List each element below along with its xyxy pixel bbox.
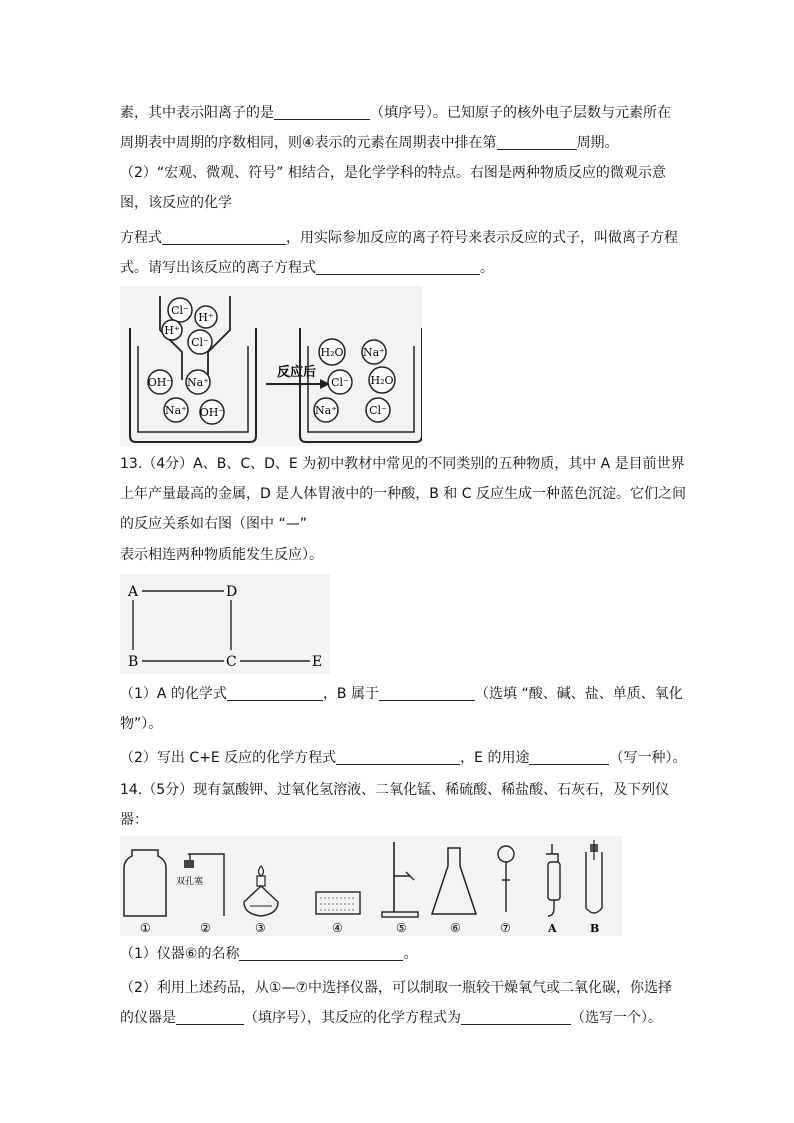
right-ion-1 xyxy=(319,339,345,365)
answer-blank[interactable] xyxy=(461,1009,571,1025)
q13-line-2: 上年产量最高的金属，D 是人体胃液中的一种酸，B 和 C 反应生成一种蓝色沉淀。它们之间 xyxy=(120,486,686,502)
q12-line-6: 式。请写出该反应的离子方程式 。 xyxy=(120,260,494,276)
funnel-ion-3 xyxy=(162,320,182,340)
q12-line-1: 素，其中表示阳离子的是 （填序号）。已知原子的核外电子层数与元素所在 xyxy=(120,105,671,121)
left-ion-1 xyxy=(148,370,173,394)
q13-sub-1-cont: 物”）。 xyxy=(120,716,163,732)
q12-line-5: 方程式 ，用实际参加反应的离子符号来表示反应的式子，叫做离子方程 xyxy=(120,230,678,246)
svg-text:Cl⁻: Cl⁻ xyxy=(369,404,387,417)
q13-line-1: 13.（4分）A、B、C、D、E 为初中教材中常见的不同类别的五种物质，其中 A 是目前世界 xyxy=(120,456,685,472)
q12-line-3: （2）“宏观、微观、符号” 相结合，是化学学科的特点。右图是两种物质反应的微观示意 xyxy=(120,165,666,181)
answer-blank[interactable] xyxy=(497,134,577,150)
right-ion-5 xyxy=(314,398,338,422)
svg-text:H₂O: H₂O xyxy=(320,346,344,359)
gas-jar-icon xyxy=(124,850,166,916)
q13-line-4: 表示相连两种物质能发生反应）。 xyxy=(120,547,323,563)
q13-sub-2: （2）写出 C+E 反应的化学方程式 ，E 的用途 （写一种）。 xyxy=(120,750,687,766)
svg-text:①: ① xyxy=(140,921,151,935)
left-ion-3 xyxy=(164,398,188,422)
conical-flask-icon xyxy=(432,848,476,914)
right-ion-3 xyxy=(328,370,352,394)
q13-line-3: 的反应关系如右图（图中 “—” xyxy=(120,516,307,532)
svg-text:②: ② xyxy=(200,921,211,935)
svg-text:OH⁻: OH⁻ xyxy=(147,376,173,389)
q12-line-4: 图，该反应的化学 xyxy=(120,195,232,211)
answer-blank[interactable] xyxy=(336,749,460,765)
answer-blank[interactable] xyxy=(529,749,609,765)
svg-text:反应后: 反应后 xyxy=(277,365,317,380)
q14-sub-1: （1）仪器⑥的名称 。 xyxy=(120,946,418,962)
q13-sub-1: （1）A 的化学式 ，B 属于 （选填 “酸、碱、盐、单质、氧化 xyxy=(120,686,683,702)
node-d: D xyxy=(226,584,238,600)
q14-sub-2-cont: 的仪器是 （填序号），其反应的化学方程式为 （选写一个）。 xyxy=(120,1010,662,1026)
answer-blank[interactable] xyxy=(274,104,370,120)
svg-text:③: ③ xyxy=(255,921,266,935)
svg-text:双孔塞: 双孔塞 xyxy=(176,877,204,887)
answer-blank[interactable] xyxy=(162,229,286,245)
reaction-arrow xyxy=(266,364,330,389)
apparatus-a-icon xyxy=(546,844,560,916)
two-hole-stopper-icon xyxy=(176,854,224,916)
left-ion-2 xyxy=(186,370,210,394)
right-ion-6 xyxy=(366,398,390,422)
node-c: C xyxy=(226,654,237,670)
svg-text:Na⁺: Na⁺ xyxy=(187,376,209,389)
node-a: A xyxy=(128,584,139,600)
svg-text:④: ④ xyxy=(332,921,343,935)
reaction-diagram xyxy=(120,286,422,446)
alcohol-lamp-icon xyxy=(244,866,278,916)
funnel-icon xyxy=(498,846,514,912)
svg-text:Na⁺: Na⁺ xyxy=(165,404,187,417)
apparatus-figure xyxy=(120,836,622,936)
svg-text:⑤: ⑤ xyxy=(396,921,407,935)
node-e: E xyxy=(312,654,323,670)
funnel-ion-1 xyxy=(168,298,192,322)
q14-line-1: 14.（5分）现有氯酸钾、过氧化氢溶液、二氧化锰、稀硫酸、稀盐酸、石灰石，及下列仪 xyxy=(120,782,670,798)
svg-text:A: A xyxy=(548,922,557,935)
svg-text:H⁺: H⁺ xyxy=(164,324,180,337)
svg-text:B: B xyxy=(590,922,600,935)
svg-text:H₂O: H₂O xyxy=(370,374,394,387)
svg-text:OH⁻: OH⁻ xyxy=(199,406,225,419)
svg-text:⑦: ⑦ xyxy=(500,921,511,935)
node-b: B xyxy=(128,654,139,670)
answer-blank[interactable] xyxy=(239,945,403,961)
answer-blank[interactable] xyxy=(227,685,323,701)
left-ion-4 xyxy=(200,400,225,424)
q12-line-2: 周期表中周期的序数相同，则④表示的元素在周期表中排在第 周期。 xyxy=(120,135,619,151)
svg-text:H⁺: H⁺ xyxy=(198,311,214,324)
right-ion-4 xyxy=(369,367,395,393)
answer-blank[interactable] xyxy=(316,259,480,275)
q14-line-2: 器： xyxy=(120,812,148,828)
test-tube-icon xyxy=(586,840,602,913)
funnel-ion-2 xyxy=(195,306,217,328)
svg-text:Cl⁻: Cl⁻ xyxy=(171,304,189,317)
funnel-ion-4 xyxy=(188,330,212,354)
svg-text:Cl⁻: Cl⁻ xyxy=(191,336,209,349)
relation-diagram xyxy=(120,574,330,674)
right-ion-2 xyxy=(362,340,386,364)
svg-text:Na⁺: Na⁺ xyxy=(315,404,337,417)
answer-blank[interactable] xyxy=(176,1009,244,1025)
q14-sub-2: （2）利用上述药品，从①—⑦中选择仪器，可以制取一瓶较干燥氧气或二氧化碳，你选择 xyxy=(120,980,673,996)
answer-blank[interactable] xyxy=(379,685,475,701)
iron-stand-icon xyxy=(382,842,418,917)
svg-text:Cl⁻: Cl⁻ xyxy=(331,376,349,389)
svg-text:Na⁺: Na⁺ xyxy=(363,346,385,359)
svg-text:⑥: ⑥ xyxy=(450,921,461,935)
water-trough-icon xyxy=(316,892,360,914)
